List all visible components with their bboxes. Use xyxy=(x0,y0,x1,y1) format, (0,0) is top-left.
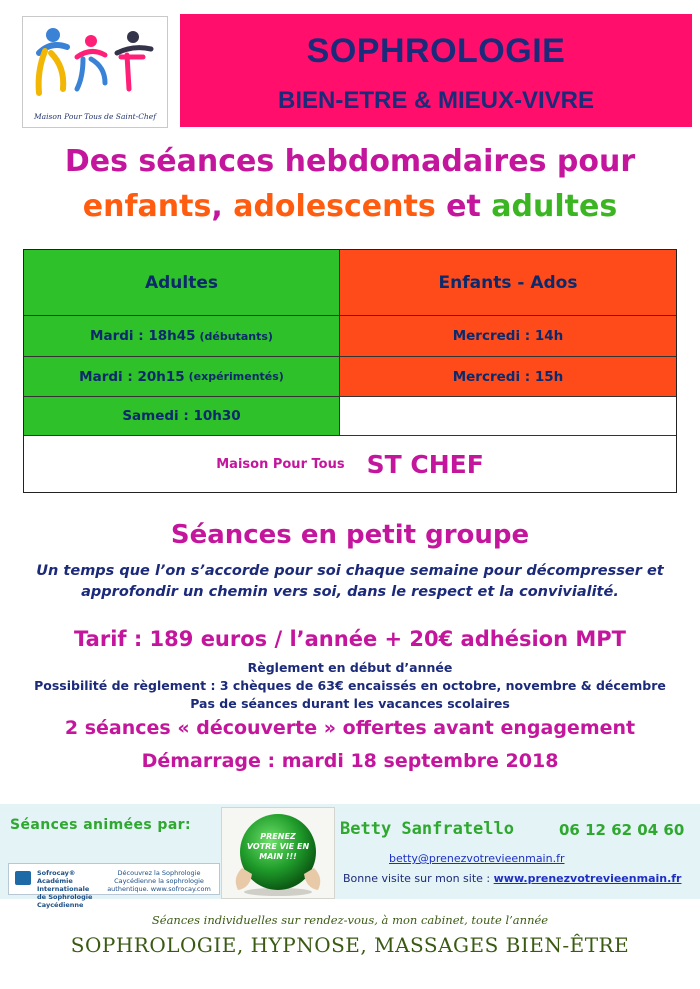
session-time: Mardi : 20h15 xyxy=(79,368,185,385)
page-title: SOPHROLOGIE xyxy=(306,32,566,70)
sofrocay-name: Sofrocay® Académie Internationale de Sophrologie Caycédienne xyxy=(37,869,93,909)
mpt-figures-icon xyxy=(31,23,159,103)
start-date-text: Démarrage : mardi 18 septembre 2018 xyxy=(141,750,559,772)
animated-by-label: Séances animées par: xyxy=(10,817,191,833)
group-description xyxy=(0,561,700,603)
schedule-cell-adultes-3: Samedi : 10h30 xyxy=(24,397,340,436)
headline-adultes: adultes xyxy=(491,189,618,224)
headline-enfants: enfants xyxy=(82,189,212,224)
headline-adolescents: adolescents xyxy=(233,189,436,224)
prenez-votre-vie-ball-image xyxy=(221,807,335,899)
schedule-cell-enfants-1: Mercredi : 14h xyxy=(340,316,676,357)
schedule-cell-empty xyxy=(340,397,676,436)
column-header-enfants: Enfants - Ados xyxy=(340,250,676,316)
sofrocay-logo-icon xyxy=(15,871,31,885)
sofrocay-banner[interactable] xyxy=(8,863,220,909)
services-text: SOPHROLOGIE, HYPNOSE, MASSAGES BIEN-ÊTRE xyxy=(70,933,630,957)
logo-caption: Maison Pour Tous de Saint-Chef xyxy=(34,112,156,121)
individual-sessions-text: Séances individuelles sur rendez-vous, à mon cabinet, toute l’année xyxy=(151,913,549,927)
reglement-text: Règlement en début d’année xyxy=(247,660,453,675)
website-line xyxy=(343,872,681,885)
decouverte-text: 2 séances « découverte » offertes avant engagement xyxy=(64,717,636,739)
website-link[interactable]: www.prenezvotrevieenmain.fr xyxy=(493,872,682,885)
headline-line1: Des séances hebdomadaires pour xyxy=(64,144,636,179)
headline-comma: , xyxy=(211,189,223,224)
session-time: Mardi : 18h45 xyxy=(90,328,196,344)
email-link[interactable]: betty@prenezvotrevieenmain.fr xyxy=(389,852,565,865)
ball-text: PRENEZ VOTRE VIE EN MAIN !!! xyxy=(246,832,310,861)
headline-line2 xyxy=(0,189,700,224)
session-note: (expérimentés) xyxy=(188,370,284,383)
group-description-line2: approfondir un chemin vers soi, dans le respect et la convivialité. xyxy=(81,584,619,600)
group-title: Séances en petit groupe xyxy=(170,520,530,550)
header-banner xyxy=(180,14,692,127)
session-note: (débutants) xyxy=(199,329,273,343)
group-description-line1: Un temps que l’on s’accorde pour soi chaque semaine pour décompresser et xyxy=(36,563,664,579)
schedule-cell-adultes-2 xyxy=(24,357,340,397)
phone-number[interactable]: 06 12 62 04 60 xyxy=(559,821,685,839)
instructor-name: Betty Sanfratello xyxy=(340,819,514,839)
sofrocay-text: Découvrez la Sophrologie Caycédienne la sophrologie authentique. www.sofrocay.com xyxy=(107,869,211,893)
website-label: Bonne visite sur mon site : xyxy=(343,872,491,885)
schedule-table xyxy=(23,249,677,493)
location-name: ST CHEF xyxy=(366,449,484,479)
schedule-cell-enfants-2: Mercredi : 15h xyxy=(340,357,676,397)
schedule-cell-adultes-1 xyxy=(24,316,340,357)
headline-et: et xyxy=(446,189,481,224)
payment-options-text: Possibilité de règlement : 3 chèques de 63€ encaissés en octobre, novembre & décembre xyxy=(34,678,666,693)
mpt-logo xyxy=(22,16,168,128)
column-header-adultes: Adultes xyxy=(24,250,340,316)
page-subtitle: BIEN-ETRE & MIEUX-VIVRE xyxy=(277,87,595,114)
tarif-text: Tarif : 189 euros / l’année + 20€ adhésion MPT xyxy=(74,627,626,651)
schedule-location-row xyxy=(24,436,676,492)
location-label: Maison Pour Tous xyxy=(216,456,345,472)
holidays-text: Pas de séances durant les vacances scolaires xyxy=(190,696,510,711)
